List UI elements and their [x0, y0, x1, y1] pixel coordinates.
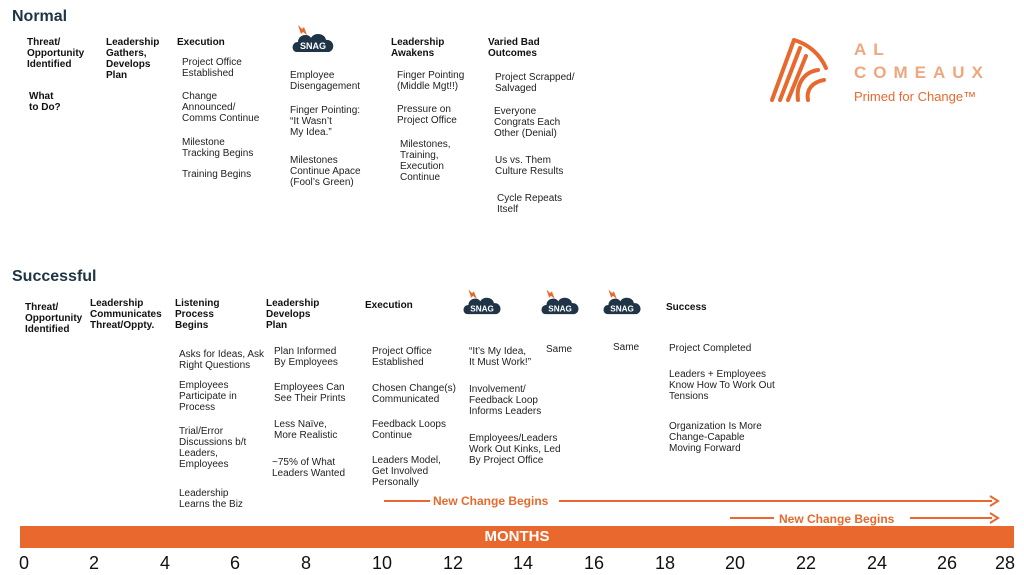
- successful-success-header: Success: [666, 302, 707, 313]
- normal-snag-label: SNAG: [299, 41, 327, 51]
- successful-exec-item-3: Feedback Loops Continue: [372, 419, 446, 441]
- logo-line-1: AL: [854, 40, 891, 59]
- normal-awakens-item-2: Pressure on Project Office: [397, 104, 457, 126]
- month-tick-28: 28: [994, 553, 1016, 573]
- normal-snag-cloud-icon: [289, 20, 339, 64]
- successful-success-item-3: Organization Is More Change-Capable Moving Forward: [669, 421, 762, 454]
- normal-awakens-item-1: Finger Pointing (Middle Mgt!!): [397, 70, 465, 92]
- month-tick-14: 14: [512, 553, 534, 573]
- month-tick-6: 6: [229, 553, 240, 573]
- successful-snag-label-1: SNAG: [470, 304, 494, 314]
- logo-line-2: COMEAUX: [854, 63, 990, 82]
- month-tick-8: 8: [300, 553, 311, 573]
- normal-bad-outcomes-header: Varied Bad Outcomes: [488, 37, 540, 59]
- months-bar: [20, 526, 1014, 548]
- successful-exec-item-1: Project Office Established: [372, 346, 432, 368]
- al-comeaux-logo-icon: [768, 34, 832, 106]
- normal-awakens-item-3: Milestones, Training, Execution Continue: [400, 139, 451, 183]
- months-label: MONTHS: [484, 528, 550, 545]
- successful-plan-item-3: Less Naïve, More Realistic: [274, 419, 338, 441]
- normal-leadership-gathers-header: Leadership Gathers, Develops Plan: [106, 37, 160, 81]
- successful-snag-item-2: Involvement/ Feedback Loop Informs Leaders: [469, 384, 542, 417]
- normal-snag-item-1: Employee Disengagement: [290, 70, 361, 92]
- successful-success-item-1: Project Completed: [669, 343, 752, 354]
- successful-snag-item-1: “It’s My Idea, It Must Work!”: [469, 346, 532, 368]
- month-tick-10: 10: [371, 553, 393, 573]
- normal-outcomes-item-3: Us vs. Them Culture Results: [495, 155, 564, 177]
- normal-snag-item-2: Finger Pointing: “It Wasn’t My Idea.”: [290, 105, 361, 138]
- successful-section-title: Successful: [12, 268, 97, 285]
- successful-listening-item-1: Asks for Ideas, Ask Right Questions: [179, 349, 265, 371]
- new-change-label-1: New Change Begins: [433, 494, 549, 508]
- normal-exec-item-2: Change Announced/ Comms Continue: [182, 91, 260, 124]
- normal-exec-item-3: Milestone Tracking Begins: [182, 137, 254, 159]
- month-tick-26: 26: [936, 553, 958, 573]
- successful-same-1: Same: [546, 344, 573, 355]
- logo-tagline: Primed for Change™: [854, 89, 977, 104]
- successful-snag-cloud-2-icon: [538, 285, 584, 325]
- successful-develops-plan-header: Leadership Develops Plan: [266, 298, 320, 331]
- normal-exec-item-1: Project Office Established: [182, 57, 242, 79]
- successful-plan-item-4: ~75% of What Leaders Wanted: [272, 457, 346, 479]
- successful-threat-header: Threat/ Opportunity Identified: [25, 302, 83, 335]
- successful-listening-item-2: Employees Participate in Process: [179, 380, 237, 413]
- normal-section-title: Normal: [12, 8, 68, 25]
- normal-snag-item-3: Milestones Continue Apace (Fool’s Green): [290, 155, 361, 188]
- successful-listening-item-3: Trial/Error Discussions b/t Leaders, Employees: [179, 426, 247, 470]
- successful-exec-item-4: Leaders Model, Get Involved Personally: [372, 455, 441, 488]
- month-tick-4: 4: [159, 553, 170, 573]
- normal-exec-item-4: Training Begins: [182, 169, 252, 180]
- normal-leadership-awakens-header: Leadership Awakens: [391, 37, 445, 59]
- month-tick-24: 24: [866, 553, 888, 573]
- successful-snag-item-3: Employees/Leaders Work Out Kinks, Led By Project Office: [469, 433, 561, 466]
- month-tick-0: 0: [18, 553, 29, 573]
- normal-what-to-do: What to Do?: [29, 91, 61, 113]
- month-tick-20: 20: [724, 553, 746, 573]
- successful-leadership-communicates-header: Leadership Communicates Threat/Oppty.: [90, 298, 162, 331]
- normal-execution-header: Execution: [177, 37, 225, 48]
- successful-success-item-2: Leaders + Employees Know How To Work Out Tensions: [669, 369, 775, 402]
- normal-outcomes-item-1: Project Scrapped/ Salvaged: [495, 72, 575, 94]
- normal-threat-header: Threat/ Opportunity Identified: [27, 37, 85, 70]
- new-change-label-2: New Change Begins: [779, 512, 895, 526]
- month-tick-22: 22: [795, 553, 817, 573]
- successful-same-2: Same: [613, 342, 640, 353]
- successful-snag-cloud-3-icon: [600, 285, 646, 325]
- month-tick-12: 12: [442, 553, 464, 573]
- successful-listening-item-4: Leadership Learns the Biz: [179, 488, 243, 510]
- month-tick-2: 2: [88, 553, 99, 573]
- normal-outcomes-item-4: Cycle Repeats Itself: [497, 193, 563, 215]
- successful-snag-label-2: SNAG: [548, 304, 572, 314]
- successful-listening-header: Listening Process Begins: [175, 298, 220, 331]
- normal-outcomes-item-2: Everyone Congrats Each Other (Denial): [494, 106, 561, 139]
- successful-execution-header: Execution: [365, 300, 413, 311]
- month-tick-16: 16: [583, 553, 605, 573]
- successful-exec-item-2: Chosen Change(s) Communicated: [372, 383, 456, 405]
- successful-snag-cloud-1-icon: [460, 285, 506, 325]
- successful-plan-item-1: Plan Informed By Employees: [274, 346, 338, 368]
- successful-snag-label-3: SNAG: [610, 304, 634, 314]
- successful-plan-item-2: Employees Can See Their Prints: [274, 382, 346, 404]
- month-tick-18: 18: [654, 553, 676, 573]
